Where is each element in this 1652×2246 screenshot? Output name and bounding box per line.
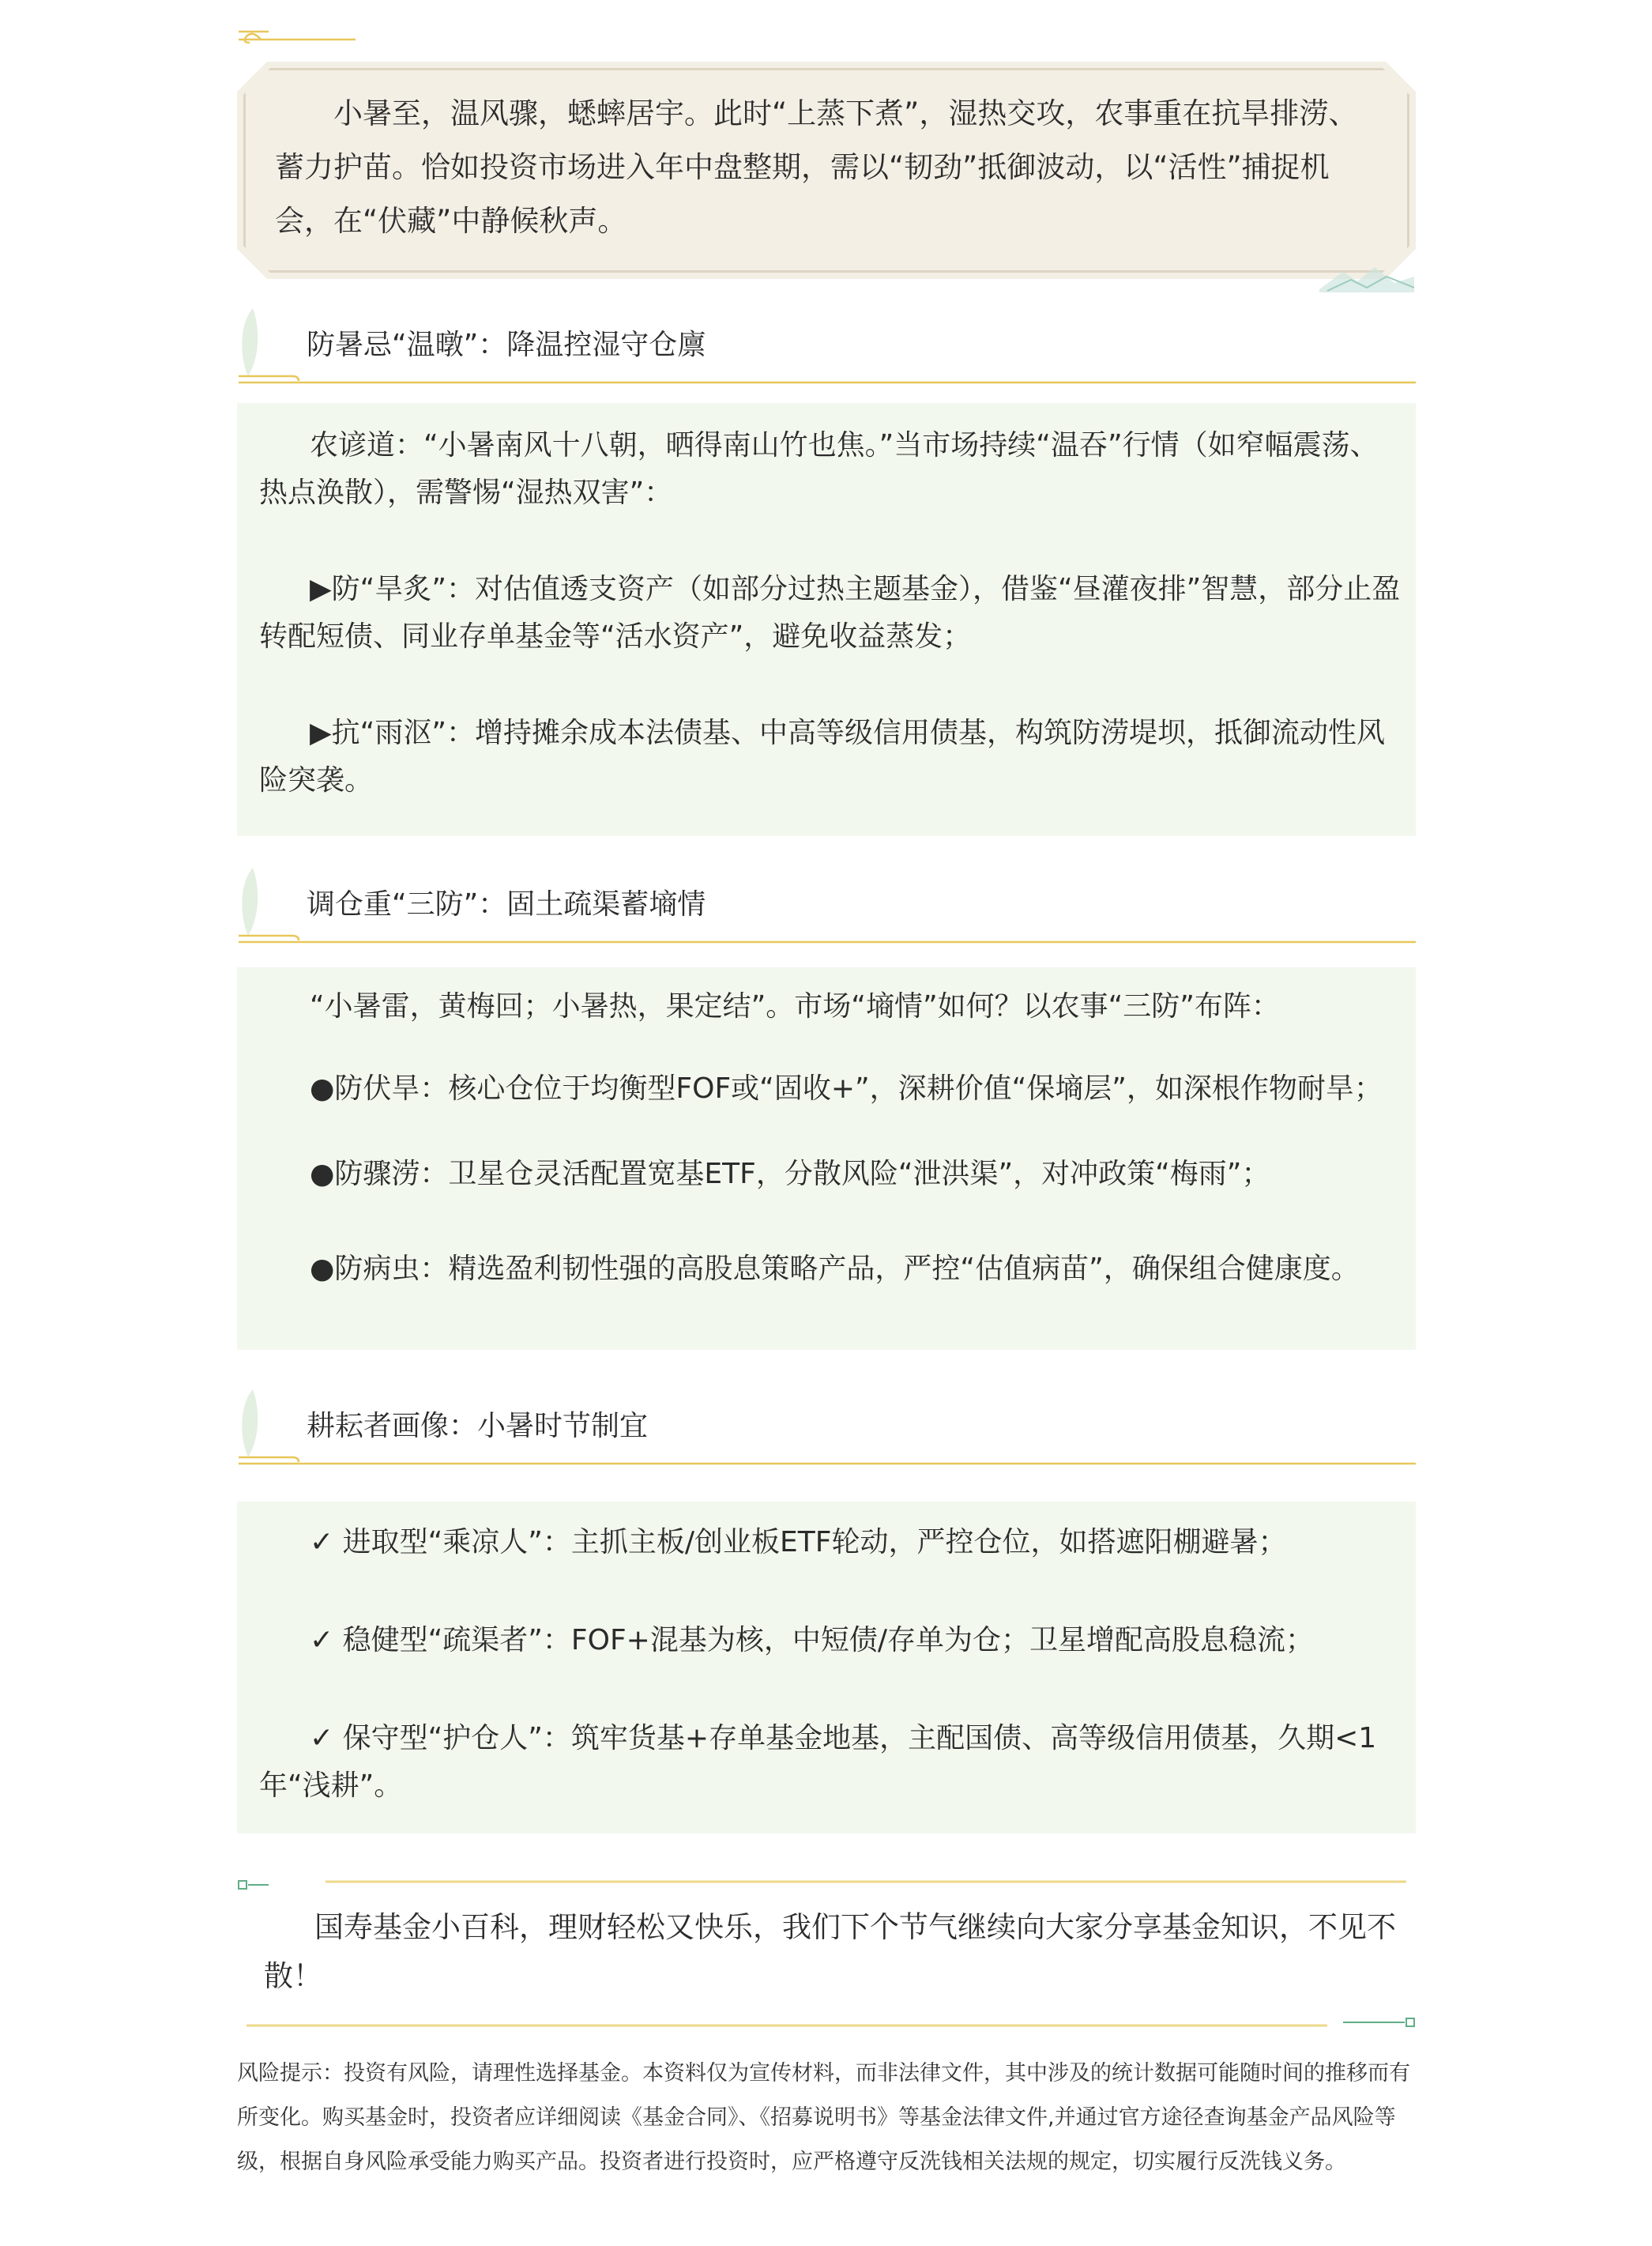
section-2-paragraph: “小暑雷，黄梅回；小暑热，果定结”。市场“墒情”如何？以农事“三防”布阵： (310, 990, 1280, 1023)
section-2-header (237, 866, 1416, 945)
risk-notice: 风险提示：投资有风险，请理性选择基金。本资料仅为宣传材料，而非法律文件，其中涉及的统计数据可能随时间的推移而有所变化。购买基金时，投资者应详细阅读《基金合同》、《招募说明书》等基金法律文件,并通过官方途径查询基金产品风险等级，根据自身风险承受能力购买产品。投资者进行投资时，应严格遵守反洗钱相关法规的规定，切实履行反洗钱义务。 (237, 2061, 1410, 2174)
section-3-paragraph: ✓ 保守型“护仓人”：筑牢货基+存单基金地基，主配国债、高等级信用债基，久期<1年“浅耕”。 (259, 1722, 1377, 1802)
section-1-title: 防暑忌“温暾”：降温控湿守仓廪 (307, 329, 706, 361)
section-2-paragraph: ●防骤涝：卫星仓灵活配置宽基ETF，分散风险“泄洪渠”，对冲政策“梅雨”； (310, 1158, 1270, 1190)
leaf-icon (237, 307, 269, 378)
section-2-paragraph: ●防病虫：精选盈利韧性强的高股息策略产品，严控“估值病苗”，确保组合健康度。 (310, 1253, 1360, 1285)
section-1-paragraph: ▶防“旱炙”：对估值透支资产（如部分过热主题基金），借鉴“昼灌夜排”智慧，部分止盈转配短债、同业存单基金等“活水资产”，避免收益蒸发； (259, 573, 1401, 653)
closing-text: 国寿基金小百科，理财轻松又快乐，我们下个节气继续向大家分享基金知识，不见不散！ (264, 1910, 1396, 1993)
closing-divider-bottom (237, 2017, 1416, 2028)
section-1-header (237, 307, 1416, 386)
section-1-paragraph: ▶抗“雨沤”：增持摊余成本法债基、中高等级信用债基，构筑防涝堤坝，抵御流动性风险突袭。 (259, 717, 1385, 797)
section-2-paragraph: ●防伏旱：核心仓位于均衡型FOF或“固收+”，深耕价值“保墒层”，如深根作物耐旱； (310, 1072, 1383, 1105)
section-3-title: 耕耘者画像：小暑时节制宜 (307, 1410, 649, 1442)
intro-text: 小暑至，温风骤，蟋蟀居宇。此时“上蒸下煮”，湿热交攻，农事重在抗旱排涝、蓄力护苗。恰如投资市场进入年中盘整期，需以“韧劲”抵御波动，以“活性”捕捉机会，在“伏藏”中静候秋声。 (275, 96, 1358, 238)
section-3-card (237, 1502, 1416, 1833)
closing-divider-top (237, 1879, 1416, 1890)
section-divider-line (237, 373, 1416, 384)
mountain-decoration-icon (1319, 261, 1414, 292)
section-3-paragraph: ✓ 稳健型“疏渠者”：FOF+混基为核，中短债/存单为仓；卫星增配高股息稳流； (310, 1624, 1314, 1656)
section-3-paragraph: ✓ 进取型“乘凉人”：主抓主板/创业板ETF轮动，严控仓位，如搭遮阳棚避暑； (310, 1526, 1287, 1558)
section-2-card (237, 967, 1416, 1350)
section-divider-line (237, 1454, 1416, 1465)
section-1-card (237, 403, 1416, 836)
leaf-icon (237, 866, 269, 937)
cloud-ornament-icon (237, 22, 356, 54)
leaf-icon (237, 1388, 269, 1459)
section-2-title: 调仓重“三防”：固土疏渠蓄墒情 (307, 888, 706, 921)
section-divider-line (237, 933, 1416, 944)
section-1-paragraph: 农谚道：“小暑南风十八朝，晒得南山竹也焦。”当市场持续“温吞”行情（如窄幅震荡、热点涣散），需警惕“湿热双害”： (259, 429, 1379, 509)
section-3-header (237, 1388, 1416, 1467)
